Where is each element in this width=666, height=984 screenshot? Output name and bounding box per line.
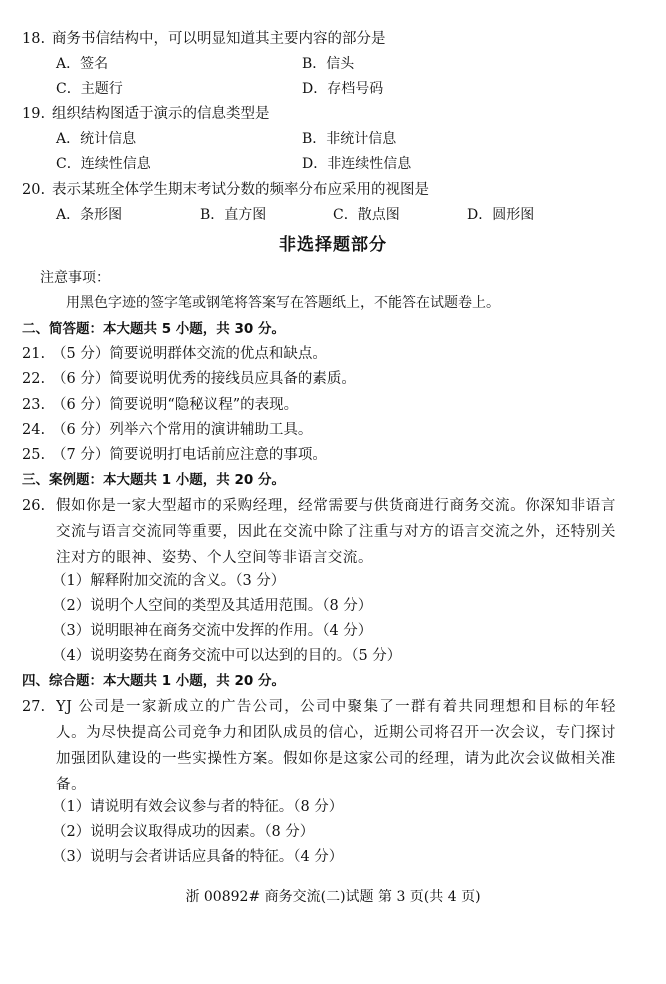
option-c: C．连续性信息 — [56, 156, 151, 172]
question-text: （7 分）简要说明打电话前应注意的事项。 — [52, 447, 327, 463]
question-27-sub-1: （1）请说明有效会议参与者的特征。（8 分） — [52, 799, 344, 815]
option-b: B．直方图 — [200, 207, 267, 223]
question-number: 22. — [22, 371, 46, 387]
notice-label: 注意事项： — [40, 270, 110, 286]
question-text: （6 分）简要说明优秀的接线员应具备的素质。 — [52, 371, 356, 387]
section-4-heading: 四、综合题：本大题共 1 小题，共 20 分。 — [22, 673, 285, 689]
section-2-heading: 二、简答题：本大题共 5 小题，共 30 分。 — [22, 321, 285, 337]
option-d: D．存档号码 — [302, 81, 384, 97]
question-text: 商务书信结构中，可以明显知道其主要内容的部分是 — [52, 31, 386, 47]
question-27-sub-3: （3）说明与会者讲话应具备的特征。（4 分） — [52, 849, 344, 865]
question-27-text: YJ 公司是一家新成立的广告公司，公司中聚集了一群有着共同理想和目标的年轻人。为尽快提高公司竞争力和团队成员的信心，近期公司将召开一次会议，专门探讨加强团队建设的一些实操性方案。假如你是这家公司的经理，请为此次会议做相关准备。 — [56, 699, 616, 793]
question-27-sub-2: （2）说明会议取得成功的因素。（8 分） — [52, 824, 315, 840]
option-d: D．圆形图 — [467, 207, 535, 223]
question-27-number: 27. — [22, 699, 46, 715]
question-number: 21. — [22, 346, 46, 362]
question-number: 20. — [22, 182, 46, 198]
question-25 — [22, 446, 327, 464]
question-20 — [22, 181, 429, 199]
question-18 — [22, 30, 386, 48]
option-a: A．签名 — [56, 56, 109, 72]
question-26-sub-4: （4）说明姿势在商务交流中可以达到的目的。（5 分） — [52, 648, 402, 664]
question-text: （6 分）列举六个常用的演讲辅助工具。 — [52, 422, 313, 438]
option-b: B．非统计信息 — [302, 131, 397, 147]
question-26-sub-3: （3）说明眼神在商务交流中发挥的作用。（4 分） — [52, 623, 373, 639]
question-text: 表示某班全体学生期末考试分数的频率分布应采用的视图是 — [52, 182, 429, 198]
question-text: 组织结构图适于演示的信息类型是 — [52, 106, 270, 122]
question-22 — [22, 370, 356, 388]
question-text: （5 分）简要说明群体交流的优点和缺点。 — [52, 346, 327, 362]
question-26-text: 假如你是一家大型超市的采购经理，经常需要与供货商进行商务交流。你深知非语言交流与语言交流同等重要，因此在交流中除了注重与对方的语言交流之外，还特别关注对方的眼神、姿势、个人空间等非语言交流。 — [56, 498, 616, 566]
option-a: A．条形图 — [56, 207, 123, 223]
non-choice-section-title: 非选择题部分 — [279, 235, 387, 255]
question-19 — [22, 105, 270, 123]
option-c: C．散点图 — [333, 207, 400, 223]
option-b: B．信头 — [302, 56, 355, 72]
question-23 — [22, 396, 298, 414]
option-c: C．主题行 — [56, 81, 123, 97]
question-number: 19. — [22, 106, 46, 122]
notice-text: 用黑色字迹的签字笔或钢笔将答案写在答题纸上，不能答在试题卷上。 — [66, 295, 500, 311]
question-24 — [22, 421, 312, 439]
question-26-sub-1: （1）解释附加交流的含义。（3 分） — [52, 573, 286, 589]
page-footer: 浙 00892# 商务交流(二)试题 第 3 页(共 4 页) — [185, 889, 481, 905]
question-number: 24. — [22, 422, 46, 438]
option-a: A．统计信息 — [56, 131, 137, 147]
question-text: （6 分）简要说明“隐秘议程”的表现。 — [52, 397, 299, 413]
question-26-number: 26. — [22, 498, 46, 514]
question-number: 18. — [22, 31, 46, 47]
option-d: D．非连续性信息 — [302, 156, 412, 172]
question-26-sub-2: （2）说明个人空间的类型及其适用范围。（8 分） — [52, 598, 373, 614]
question-number: 23. — [22, 397, 46, 413]
question-21 — [22, 345, 327, 363]
section-3-heading: 三、案例题：本大题共 1 小题，共 20 分。 — [22, 472, 285, 488]
question-number: 25. — [22, 447, 46, 463]
